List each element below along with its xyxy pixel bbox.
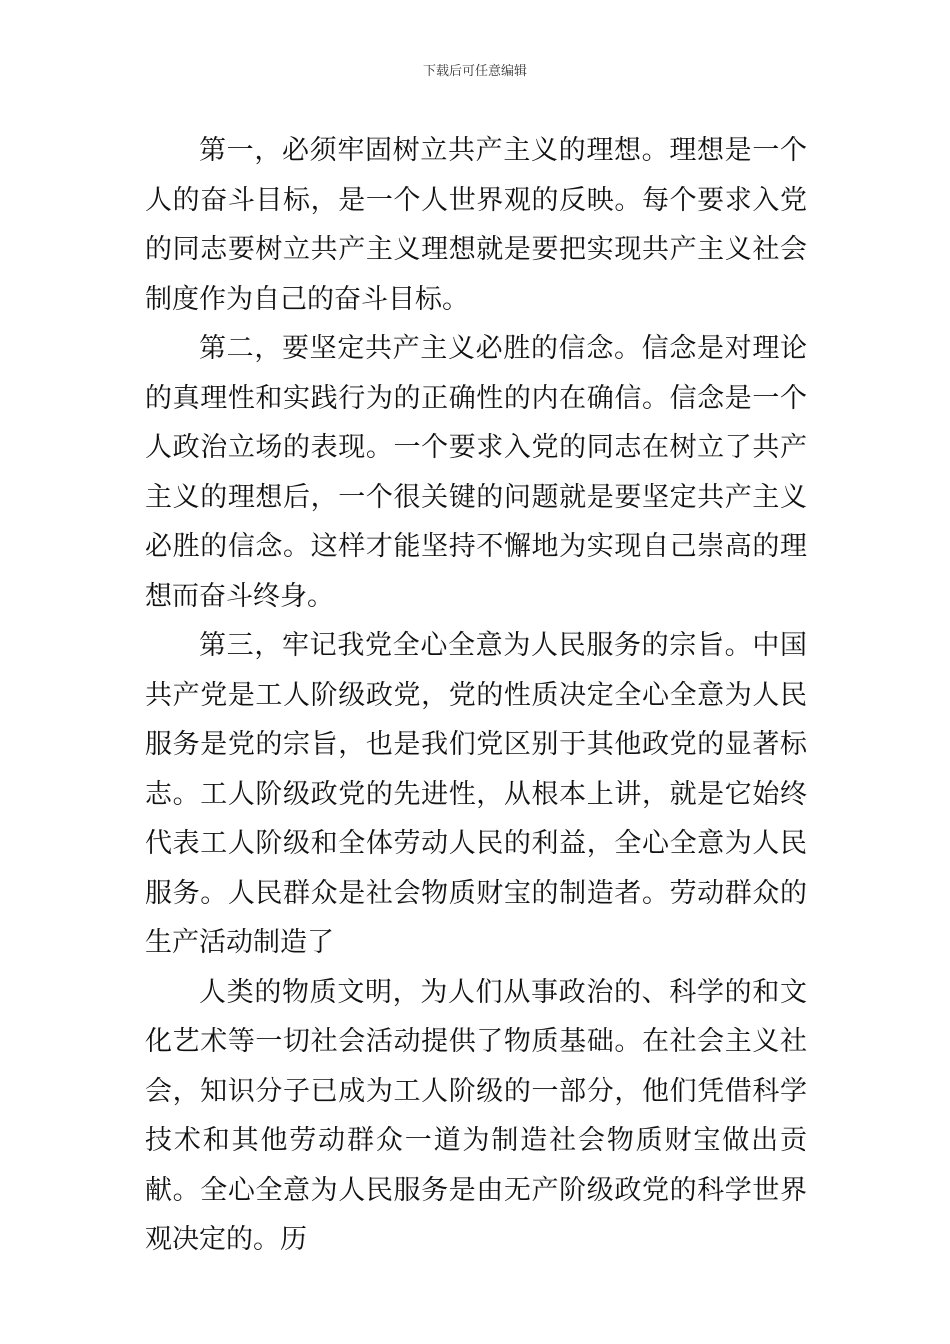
paragraph-1: 第一，必须牢固树立共产主义的理想。理想是一个人的奋斗目标，是一个人世界观的反映。每个要求入党的同志要树立共产主义理想就是要把实现共产主义社会制度作为自己的奋斗目标。 [145, 135, 807, 315]
page-header: 下载后可任意编辑 [422, 64, 527, 79]
paragraph-2: 第二，要坚定共产主义必胜的信念。信念是对理论的真理性和实践行为的正确性的内在确信。信念是一个人政治立场的表现。一个要求入党的同志在树立了共产主义的理想后，一个很关键的问题就是要坚定共产主义必胜的信念。这样才能坚持不懈地为实现自己崇高的理想而奋斗终身。 [145, 333, 807, 612]
paragraph-3: 第三，牢记我党全心全意为人民服务的宗旨。中国共产党是工人阶级政党，党的性质决定全心全意为人民服务是党的宗旨，也是我们党区别于其他政党的显著标志。工人阶级政党的先进性，从根本上讲，就是它始终代表工人阶级和全体劳动人民的利益，全心全意为人民服务。人民群众是社会物质财宝的制造者。劳动群众的生产活动制造了 [145, 630, 807, 958]
document-body [145, 126, 807, 1265]
paragraph-4: 人类的物质文明，为人们从事政治的、科学的和文化艺术等一切社会活动提供了物质基础。在社会主义社会，知识分子已成为工人阶级的一部分，他们凭借科学技术和其他劳动群众一道为制造社会物质财宝做出贡献。全心全意为人民服务是由无产阶级政党的科学世界观决定的。历 [145, 976, 807, 1255]
